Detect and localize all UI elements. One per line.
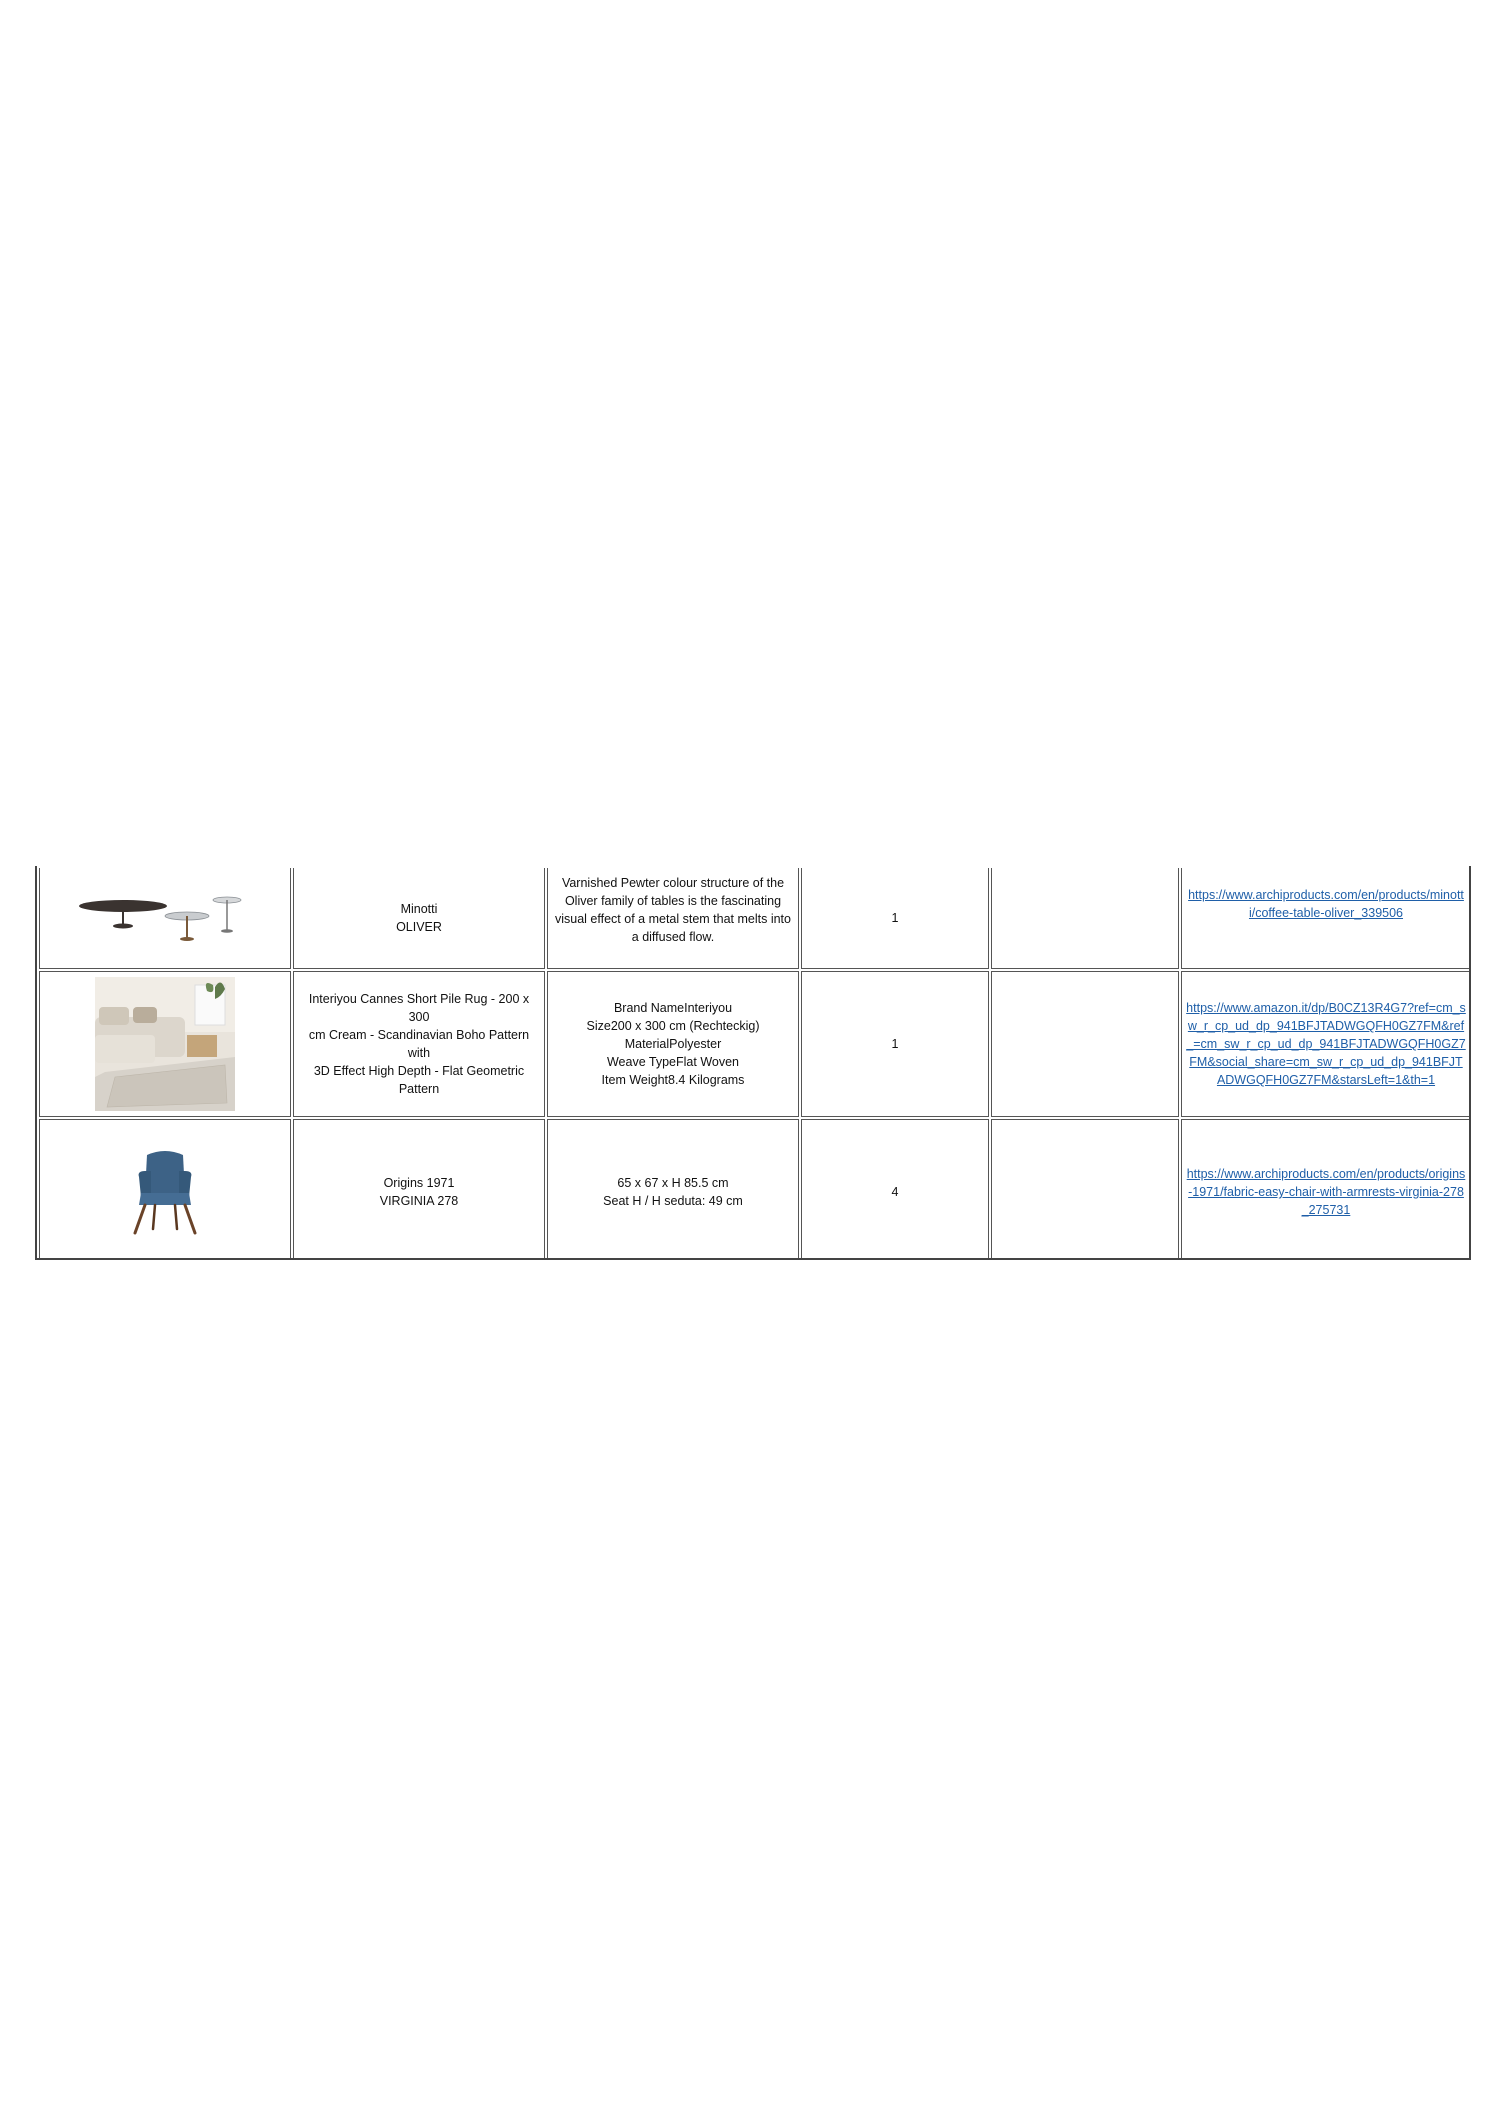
- armchair-image: [125, 1147, 205, 1237]
- table-row: [39, 1119, 1471, 1260]
- product-name-line: Origins 1971: [383, 1176, 455, 1190]
- product-description-cell: [547, 1119, 799, 1260]
- quantity-cell: 4: [801, 1119, 989, 1260]
- description-line: a diffused flow.: [631, 930, 715, 944]
- table-row: [39, 971, 1471, 1117]
- product-description-cell: [547, 971, 799, 1117]
- notes-cell: [991, 868, 1179, 969]
- notes-cell: [991, 971, 1179, 1117]
- link-cell: [1181, 971, 1471, 1117]
- product-name-line: 3D Effect High Depth - Flat Geometric: [313, 1064, 525, 1078]
- coffee-tables-image: [75, 888, 255, 948]
- product-image-cell: [39, 971, 291, 1117]
- furniture-schedule-table: [35, 866, 1471, 1260]
- description-line: visual effect of a metal stem that melts into: [555, 912, 791, 926]
- description-line: Item Weight8.4 Kilograms: [601, 1073, 745, 1087]
- product-name-line: cm Cream - Scandinavian Boho Pattern with: [308, 1028, 530, 1060]
- link-cell: [1181, 868, 1471, 969]
- product-link[interactable]: https://www.archiproducts.com/en/products/minotti/coffee-table-oliver_339506: [1188, 888, 1464, 920]
- table-row: [39, 868, 1471, 969]
- product-name-line: VIRGINIA 278: [379, 1194, 459, 1208]
- description-line: Brand NameInteriyou: [613, 1001, 733, 1015]
- product-name-line: OLIVER: [396, 920, 442, 934]
- rug-room-image: [95, 977, 235, 1111]
- product-name-line: Minotti: [400, 902, 438, 916]
- description-line: Size200 x 300 cm (Rechteckig): [586, 1019, 760, 1033]
- product-link[interactable]: https://www.archiproducts.com/en/products/origins-1971/fabric-easy-chair-with-armrests-virginia-278_275731: [1186, 1167, 1466, 1217]
- product-name-cell: [293, 1119, 545, 1260]
- description-line: Varnished Pewter colour structure of the: [561, 876, 785, 890]
- quantity-cell: 1: [801, 868, 989, 969]
- product-image-cell: [39, 868, 291, 969]
- link-cell: [1181, 1119, 1471, 1260]
- product-description-cell: [547, 868, 799, 969]
- description-line: Oliver family of tables is the fascinating: [564, 894, 782, 908]
- description-line: Seat H / H seduta: 49 cm: [603, 1194, 743, 1208]
- description-line: 65 x 67 x H 85.5 cm: [617, 1176, 729, 1190]
- notes-cell: [991, 1119, 1179, 1260]
- quantity-cell: 1: [801, 971, 989, 1117]
- product-name-cell: [293, 971, 545, 1117]
- description-line: Weave TypeFlat Woven: [606, 1055, 739, 1069]
- product-name-line: Interiyou Cannes Short Pile Rug - 200 x 300: [308, 992, 530, 1024]
- product-name-line: Pattern: [398, 1082, 440, 1096]
- product-name-cell: [293, 868, 545, 969]
- product-link[interactable]: https://www.amazon.it/dp/B0CZ13R4G7?ref=cm_sw_r_cp_ud_dp_941BFJTADWGQFH0GZ7FM&ref_=cm_sw_r_cp_ud_dp_941BFJTADWGQFH0GZ7FM&social_share=cm_sw_r_cp_ud_dp_941BFJTADWGQFH0GZ7FM&starsLeft=1&th=1: [1186, 1001, 1466, 1087]
- product-image-cell: [39, 1119, 291, 1260]
- description-line: MaterialPolyester: [624, 1037, 722, 1051]
